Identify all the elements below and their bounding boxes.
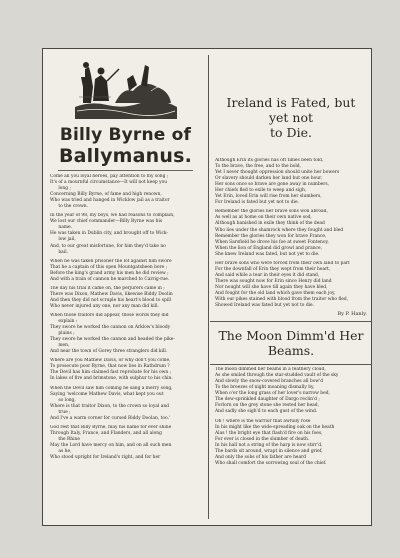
stanza: God rest that Billy Byrne, may his name for ever shine Through Italy, France, and Flanders, and all along the Rhine May the Lord have mercy on him, and on all such men as he, Who stood upright for Ireland's right, and for her xyxy=(50,424,172,461)
song-title-2: The Moon Dimm'd Her Beams. xyxy=(218,328,364,359)
stanza: The moon dimmed her beams in a feathery cloud, As she smiled through the star-studded vault of the sky And slowly the snow-covered branches all bow'd To the breezes of night moaning dismally by, When o'er the long grass of her lover's narrow bed, The dew-sprinkled daughter of Dargo reclin'd ; Forlorn on the grey stone she rested her head, And sadly she sigh'd to each gust of the wind. xyxy=(215,367,339,415)
author-signature: By P. Hanly. xyxy=(337,311,367,318)
song-title-1-line1: Ireland is Fated, but yet not xyxy=(226,95,356,125)
section-divider xyxy=(210,321,372,322)
stanza: Her brave sons who were forced from their own land to part For the downfall of Erin they wept from their heart, And said while a tear in their eyes it did stand, There was sought now for Erin since Henry did land Nor nought will she have till again they have bled, And fought for the old land which gave them each joy, With our pikes stained with blood from the traitor who fled, Showed Ireland was fated but yet not to die. xyxy=(215,260,350,309)
stanza: When the Devil saw him coming he sang a merry song, Saying 'welcome Mathew Davis, what kept you out so long, Where is that traitor Dixon, to the crown so loyal and true ; And I've a warm corner for cursed Biddy Doolan, too.' xyxy=(50,385,173,421)
stanza: Where are you Mathew Davis, or why don't you come, To prosecute poor Byrne, that now lies in Rathdrum ? The Devil has him claimed fast reprobate for his own ; In lakes of fire and brimstone, with sulphur to his chin. xyxy=(50,358,173,382)
woodcut-illustration xyxy=(71,57,181,121)
stanza: Remember the glories her brave sons won abroad, As well as at home on their own native sod, Although banished in exile they think of the dead Who lies under the shamrock where they fought and bled Remember the glories they won for brave France, When Sarsfield he drove his foe at sweet Fontenoy, When the lion of England did growl and prance, She knew Ireland was fated, but not yet to die. xyxy=(215,209,344,257)
ballad-sheet xyxy=(42,48,372,526)
stanza: When he was taken prisoner the lot against him swore That he a captain of this open Mountgatsheen bore ; Before the king's grand army his men he did review ; And with a train of cannon he marched to Carrig-rue. xyxy=(50,258,172,282)
stanza: Oh ! where is the warrior that awfully rose In his might like the wide-spreading oak on the heath Alas ! the bright eye that flash'd fire on his foes, For ever is closed in the slumber of death. In his hall not a string of the harp is now stirr'd, The bards sit around, wrapt in silence and grief, And only the sobs of his father are heard Who shall comfort the sorrowing soul of the chief. xyxy=(215,418,335,466)
song-title-1-line2: to Die. xyxy=(270,125,312,140)
right-column xyxy=(215,57,367,470)
left-column xyxy=(50,57,201,464)
song-title-1 xyxy=(215,95,367,140)
ballad-title-line2: Ballymanus. xyxy=(58,145,193,167)
ballad-title-line1: Billy Byrne of xyxy=(59,125,192,145)
stanza: Come all you loyal heroes, pay attention to my song ; It's of a mournful circumstance—It will not keep you long ; Concerning Billy Byrne, of fame and high renown, Who was tried and hanged in Wicklow jail as a traitor to the crown. xyxy=(50,174,170,210)
section-divider xyxy=(210,364,372,365)
stanza: In the year of 98, my boys, we had reasons to complain, We lost our chief commander—Billy Byrne was his name. He was taken in Dublin city, and brought off to Wick- low jail, And, to our great misfortune, for him they'd take no bail. xyxy=(50,213,175,255)
title-rule xyxy=(58,170,193,171)
stanza: The day his trial it came on, the perjurers came in ; There was Dixon, Mathew Davis, likewise Biddy Doolin And then they did not scruple his heart's blood to spill Who never injured any one, nor any man did kill. xyxy=(50,285,173,309)
stanza: When those traitors did appear, those words they did explain : They swore he worked the cannon on Arklow's bloody plains ; They swore he worked the cannon and headed the pike- men, And near the town of Gorey three stranglers did kill. xyxy=(50,312,175,355)
stanza: Although Erin its glories has oft times been told, To the brave, the free, and to the bold, Yet I never thought oppression should unite her bowers Or slavery should darken her land but one hour, Her sons once so brave are gone away in numbers, Her chiefs fled to exile to weep and sigh, Yet Erin, loved Erin will rise from her slumbers, For Ireland is fated but yet not to die. xyxy=(215,158,340,206)
column-divider xyxy=(208,55,209,519)
